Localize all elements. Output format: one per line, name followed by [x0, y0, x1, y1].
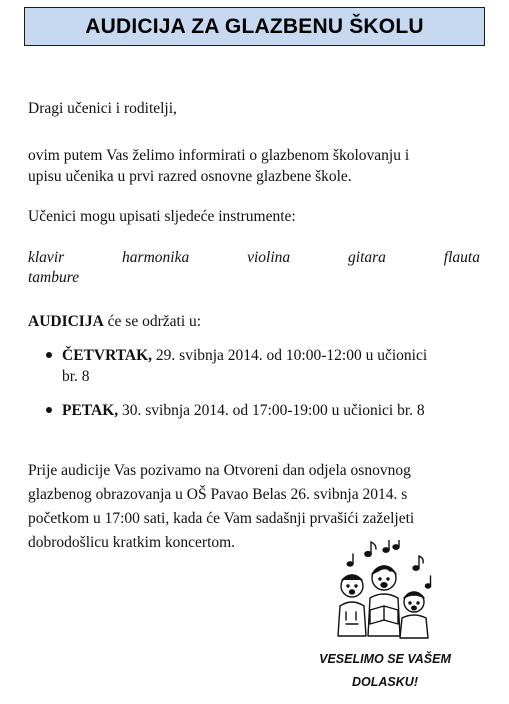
audition-heading	[28, 311, 480, 332]
instrument-item: klavir	[28, 249, 65, 266]
open-day-line-3: početkom u 17:00 sati, kada će Vam sadašnji prvašići zaželjeti	[28, 510, 415, 527]
instrument-item: tambure	[28, 269, 80, 286]
instruments-intro: Učenici mogu upisati sljedeće instrumente:	[28, 208, 296, 225]
instrument-item: violina	[247, 249, 291, 266]
closing-line-2: DOLASKU!	[352, 675, 418, 689]
session-details-cont: br. 8	[62, 368, 90, 385]
closing-line-1: VESELIMO SE VAŠEM	[319, 652, 451, 666]
greeting: Dragi učenici i roditelji,	[28, 100, 177, 117]
open-day-line-4: dobrodošlicu kratkim koncertom.	[28, 534, 236, 551]
session-day: ČETVRTAK,	[62, 347, 153, 364]
intro-line-1: ovim putem Vas želimo informirati o glazbenom školovanju i	[28, 147, 410, 164]
bullet-icon	[46, 352, 52, 358]
singing-children-icon	[328, 540, 438, 640]
session-details: 30. svibnja 2014. od 17:00-19:00 u učionici br. 8	[118, 402, 425, 419]
open-day-line-1: Prije audicije Vas pozivamo na Otvoreni dan odjela osnovnog	[28, 462, 411, 479]
page-title: AUDICIJA ZA GLAZBENU ŠKOLU	[24, 7, 485, 46]
audition-rest: će se održati u:	[103, 313, 202, 330]
audition-label: AUDICIJA	[28, 313, 104, 330]
instrument-item: harmonika	[122, 249, 190, 266]
instrument-item: gitara	[348, 249, 386, 266]
instrument-list	[28, 248, 480, 288]
intro-line-2: upisu učenika u prvi razred osnovne glazbene škole.	[28, 168, 352, 185]
session-item	[44, 345, 484, 387]
open-day-line-2: glazbenog obrazovanja u OŠ Pavao Belas 26. svibnja 2014. s	[28, 486, 408, 503]
session-day: PETAK,	[62, 402, 119, 419]
session-item	[44, 400, 484, 421]
instrument-item: flauta	[443, 249, 480, 266]
session-details: 29. svibnja 2014. od 10:00-12:00 u učionici	[152, 347, 428, 364]
bullet-icon	[46, 407, 52, 413]
closing-message	[305, 648, 465, 694]
